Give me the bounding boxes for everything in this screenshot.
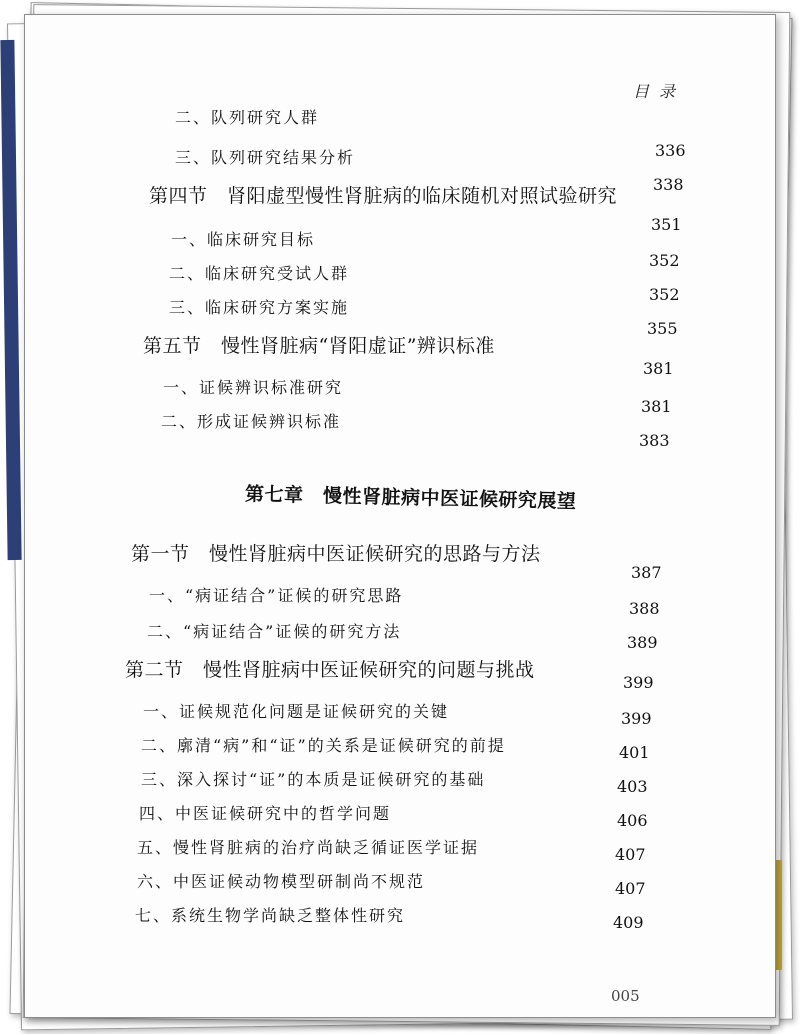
toc-entry: 第二节 慢性肾脏病中医证候研究的问题与挑战 [125, 659, 535, 681]
toc-entry: 一、证候规范化问题是证候研究的关键 [143, 702, 450, 721]
toc-entry: 二、形成证候辨识标准 [161, 412, 342, 431]
toc-entry: 二、队列研究人群 [175, 108, 320, 127]
page-number: 352 [649, 285, 680, 304]
toc-entry: 三、临床研究方案实施 [169, 298, 350, 317]
page-number: 387 [631, 563, 662, 582]
page-number: 389 [627, 633, 658, 652]
toc-entry: 四、中医证候研究中的哲学问题 [139, 804, 392, 823]
page-number: 381 [641, 397, 672, 416]
page-number: 383 [639, 431, 670, 450]
page-number: 355 [647, 319, 678, 338]
toc-page [24, 14, 776, 1018]
page-number: 388 [629, 599, 660, 618]
toc-entry: 三、队列研究结果分析 [175, 148, 356, 167]
toc-entry: 二、廓清“病”和“证”的关系是证候研究的前提 [141, 736, 506, 755]
page-number: 407 [615, 845, 646, 864]
page-number: 399 [621, 709, 652, 728]
toc-entry: 第五节 慢性肾脏病“肾阳虚证”辨识标准 [143, 335, 495, 357]
toc-entry: 七、系统生物学尚缺乏整体性研究 [135, 906, 406, 925]
chapter-title: 第七章 慢性肾脏病中医证候研究展望 [244, 483, 577, 513]
toc-entry: 二、临床研究受试人群 [169, 264, 350, 283]
page-number: 407 [615, 879, 646, 898]
toc-entry: 三、深入探讨“证”的本质是证候研究的基础 [141, 770, 486, 789]
page-number: 409 [613, 913, 644, 932]
page-number: 338 [653, 175, 684, 194]
page-header: 目录 [633, 82, 686, 101]
page-number: 403 [617, 777, 648, 796]
toc-entry: 第四节 肾阳虚型慢性肾脏病的临床随机对照试验研究 [149, 185, 618, 207]
page-number: 336 [655, 141, 686, 160]
footer-page-number: 005 [611, 987, 640, 1005]
toc-entry: 一、证候辨识标准研究 [163, 378, 344, 397]
page-number: 381 [643, 359, 674, 378]
page-number: 401 [619, 743, 650, 762]
toc-entry: 六、中医证候动物模型研制尚不规范 [137, 872, 426, 891]
toc-entry: 二、“病证结合”证候的研究方法 [147, 622, 402, 641]
page-number: 352 [649, 251, 680, 270]
page-number: 406 [617, 811, 648, 830]
page-number: 399 [623, 673, 654, 692]
toc-entry: 五、慢性肾脏病的治疗尚缺乏循证医学证据 [137, 838, 480, 857]
toc-entry: 一、临床研究目标 [171, 230, 316, 249]
toc-entry: 一、“病证结合”证候的研究思路 [149, 586, 404, 605]
toc-entry: 第一节 慢性肾脏病中医证候研究的思路与方法 [131, 543, 541, 565]
page-number: 351 [651, 215, 682, 234]
